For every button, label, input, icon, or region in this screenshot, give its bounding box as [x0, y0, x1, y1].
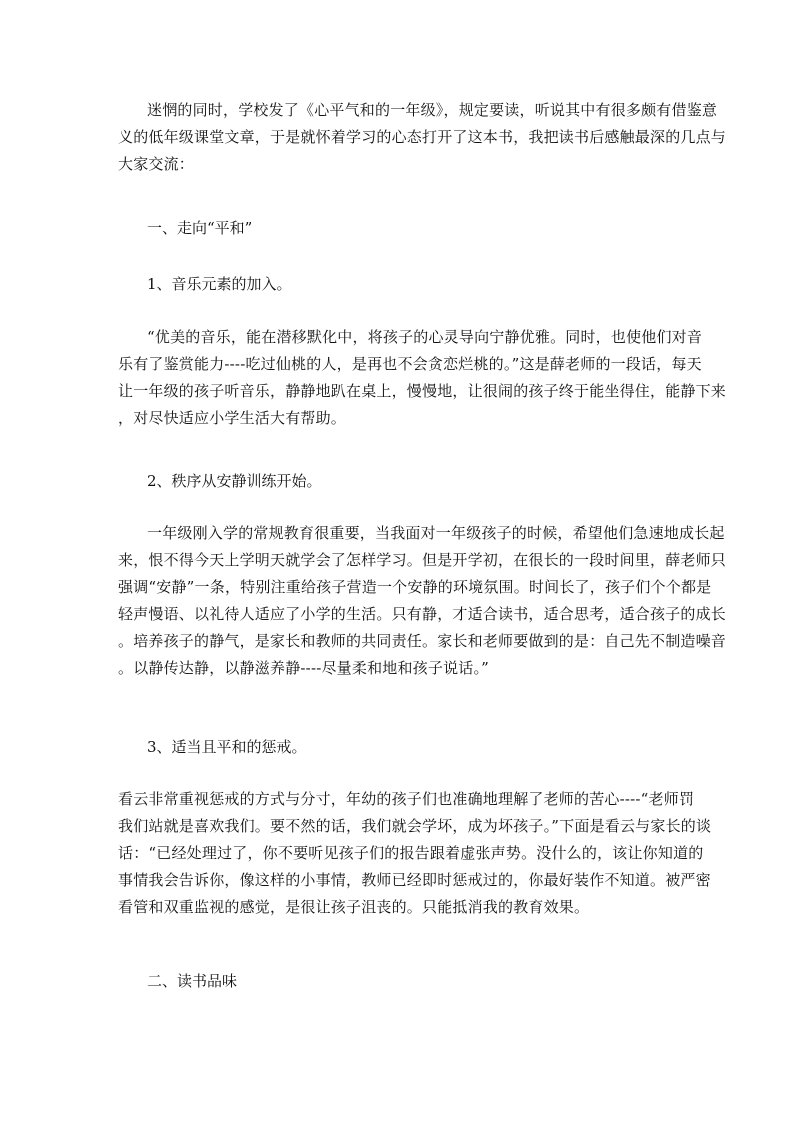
paragraph-discipline: [118, 786, 712, 921]
text-line: 。以静传达静，以静滋养静----尽量柔和地和孩子说话。”: [118, 659, 490, 677]
text-line: 看管和双重监视的感觉，是很让孩子沮丧的。只能抵消我的教育效果。: [118, 898, 590, 916]
subheading-quiet: 2、秩序从安静训练开始。: [147, 472, 322, 490]
text-line: 轻声慢语、以礼待人适应了小学的生活。只有静，才适合读书，适合思考，适合孩子的成长: [118, 605, 727, 623]
text-line: 强调“安静”一条，特别注重给孩子营造一个安静的环境氛围。时间长了，孩子们个个都是: [118, 578, 712, 596]
text-line: 事情我会告诉你，像这样的小事情，教师已经即时惩戒过的，你最好装作不知道。被严密: [118, 871, 711, 889]
text-line: ，对尽快适应小学生活大有帮助。: [118, 409, 347, 427]
subheading-music: 1、音乐元素的加入。: [147, 275, 292, 293]
text-line: 迷惘的同时，学校发了《心平气和的一年级》，规定要读，听说其中有很多颇有借鉴意: [147, 101, 718, 119]
section-heading-1: 一、走向“平和”: [147, 219, 253, 237]
text-line: 看云非常重视惩戒的方式与分寸，年幼的孩子们也准确地理解了老师的苦心----“老师罚: [118, 790, 695, 808]
paragraph-quiet: [118, 520, 727, 682]
text-line: 。培养孩子的静气，是家长和教师的共同责任。家长和老师要做到的是：自己先不制造噪音: [118, 632, 727, 650]
text-line: 一年级刚入学的常规教育很重要，当我面对一年级孩子的时候，希望他们急速地成长起: [147, 524, 725, 542]
subheading-discipline: 3、适当且平和的惩戒。: [147, 738, 307, 756]
text-line: 话：“已经处理过了，你不要听见孩子们的报告跟着虚张声势。没什么的，该让你知道的: [118, 844, 704, 862]
text-line: 我们站就是喜欢我们。要不然的话，我们就会学坏，成为坏孩子。”下面是看云与家长的谈: [118, 817, 712, 835]
section-heading-2: 二、读书品味: [147, 972, 238, 990]
text-line: 乐有了鉴赏能力----吃过仙桃的人，是再也不会贪恋烂桃的。”这是薛老师的一段话，每天: [118, 355, 702, 373]
text-line: 大家交流：: [118, 155, 195, 173]
text-line: 义的低年级课堂文章，于是就怀着学习的心态打开了这本书，我把读书后感触最深的几点与: [118, 128, 727, 146]
paragraph-intro: [118, 97, 727, 178]
text-line: “优美的音乐，能在潜移默化中，将孩子的心灵导向宁静优雅。同时，也使他们对音: [147, 328, 703, 346]
paragraph-music: [118, 324, 727, 432]
text-line: 来，恨不得今天上学明天就学会了怎样学习。但是开学初，在很长的一段时间里，薛老师只: [118, 551, 727, 569]
text-line: 让一年级的孩子听音乐，静静地趴在桌上，慢慢地，让很闹的孩子终于能坐得住，能静下来: [118, 382, 727, 400]
